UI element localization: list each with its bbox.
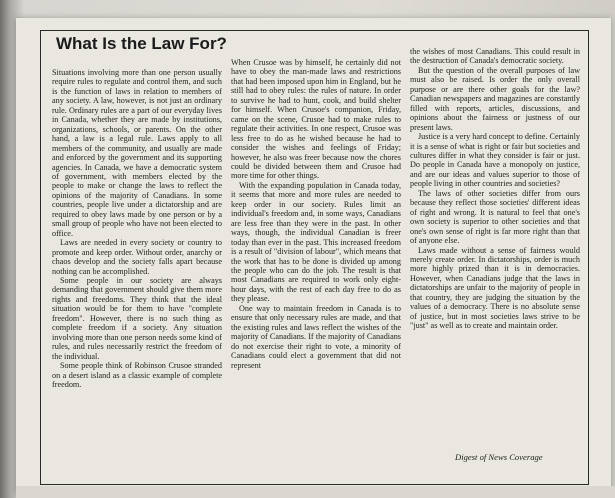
article-columns xyxy=(52,47,582,478)
paragraph: Justice is a very hard concept to define. Certainly it is a sense of what is right or fair but societies and cultures differ in what they consider is fair or just. Do people in Canada have a monopoly on justice, and are our ideas and values superior to those of people living in other countries and societies? xyxy=(410,132,580,189)
paragraph: the wishes of most Canadians. This could result in the destruction of Canada's democratic society. xyxy=(410,47,580,66)
paragraph: With the expanding population in Canada today, it seems that more and more rules are needed to keep order in our society. Rules limit an individual's freedom and, in some ways, Canadians are less free than they were in the past. In other ways, though, the individual Canadian is freer today than ever in the past. This increased freedom is a result of "division of labour", which means that the work that has to be done is divided up among the people who can do the job. The result is that most Canadians are required to work only eight-hour days, with the rest of each day free to do as they please. xyxy=(231,180,401,304)
paragraph: Laws made without a sense of fairness would merely create order. In dictatorships, order is much more highly prized than it is in democracies. However, when Canadians judge that the laws in dictatorships are unfair to the majority of people in that country, they are judging the situation by the values of a democracy. There is no absolute sense of justice, but in most societies laws strive to be "just" as well as to create and maintain order. xyxy=(410,245,580,331)
column-1 xyxy=(52,58,222,478)
column-2 xyxy=(231,58,401,478)
paragraph: The laws of other societies differ from ours because they reflect those societies' different ideas of right and wrong. It is natural to feel that one's own society is superior to other societies and that one's own sense of right is far more right than that of anyone else. xyxy=(410,188,580,246)
column-3 xyxy=(410,47,580,478)
paragraph: But the question of the overall purposes of law must also be raised. Is order the only overall purpose or are there other goals for the law? Canadian newspapers and magazines are constantly filled with reports, articles, discussions, and opinions about the fairness or justness of our present laws. xyxy=(410,65,580,132)
source-signature: Digest of News Coverage xyxy=(455,452,543,462)
paragraph: Laws are needed in every society or country to promote and keep order. Without order, anarchy or chaos develop and the society falls apart because nothing can be accomplished. xyxy=(52,238,222,276)
page-bottom-margin xyxy=(16,486,615,498)
paragraph: Some people think of Robinson Crusoe stranded on a desert island as a classic example of complete freedom. xyxy=(52,361,222,389)
paragraph: When Crusoe was by himself, he certainly did not have to obey the man-made laws and restrictions that had been imposed upon him in England, but he still had to obey rules: the rules of nature. In order to survive he had to hunt, cook, and build shelter for himself. When Crusoe's companion, Friday, came on the scene, Crusoe had to make rules to regulate their activities. In one respect, Crusoe was less free to do as he wished because he had to consider the wishes and feelings of Friday; however, he also was freer because now the chores could be divided between them and Crusoe had more time for other things. xyxy=(231,58,401,181)
paragraph: Some people in our society are always demanding that government should give them more rights and freedoms. They think that the ideal situation would be for them to have "complete freedom". However, there is no such thing as complete freedom if a society. Any situation involving more than one person needs some kind of rules, and rules necessarily restrict the freedom of the individual. xyxy=(52,275,222,361)
article-title: What Is the Law For? xyxy=(56,34,227,53)
paragraph: One way to maintain freedom in Canada is to ensure that only necessary rules are made, and that the existing rules and laws reflect the wishes of the majority of Canadians. If the majority of Canadians do not exercise their right to vote, a minority of Canadians could elect a government that did not represent xyxy=(231,303,401,370)
paragraph: Situations involving more than one person usually require rules to regulate and control them, and such is the function of laws in relation to members of any society. A law, however, is not just an ordinary rule. Ordinary rules are a part of our everyday lives in Canada, whether they are made by institutions, organizations, schools, or parents. On the other hand, a law is a legal rule. Laws apply to all members of the community, and usually are made and enforced by the government and its supporting agencies. In Canada, we have a democratic system of government, with members elected by the people to make or change the laws to reflect the opinions of the majority of Canadians. In some countries, people live under a dictatorship and are required to obey laws made by one person or by a small group of people who have not been elected to office. xyxy=(52,68,222,238)
